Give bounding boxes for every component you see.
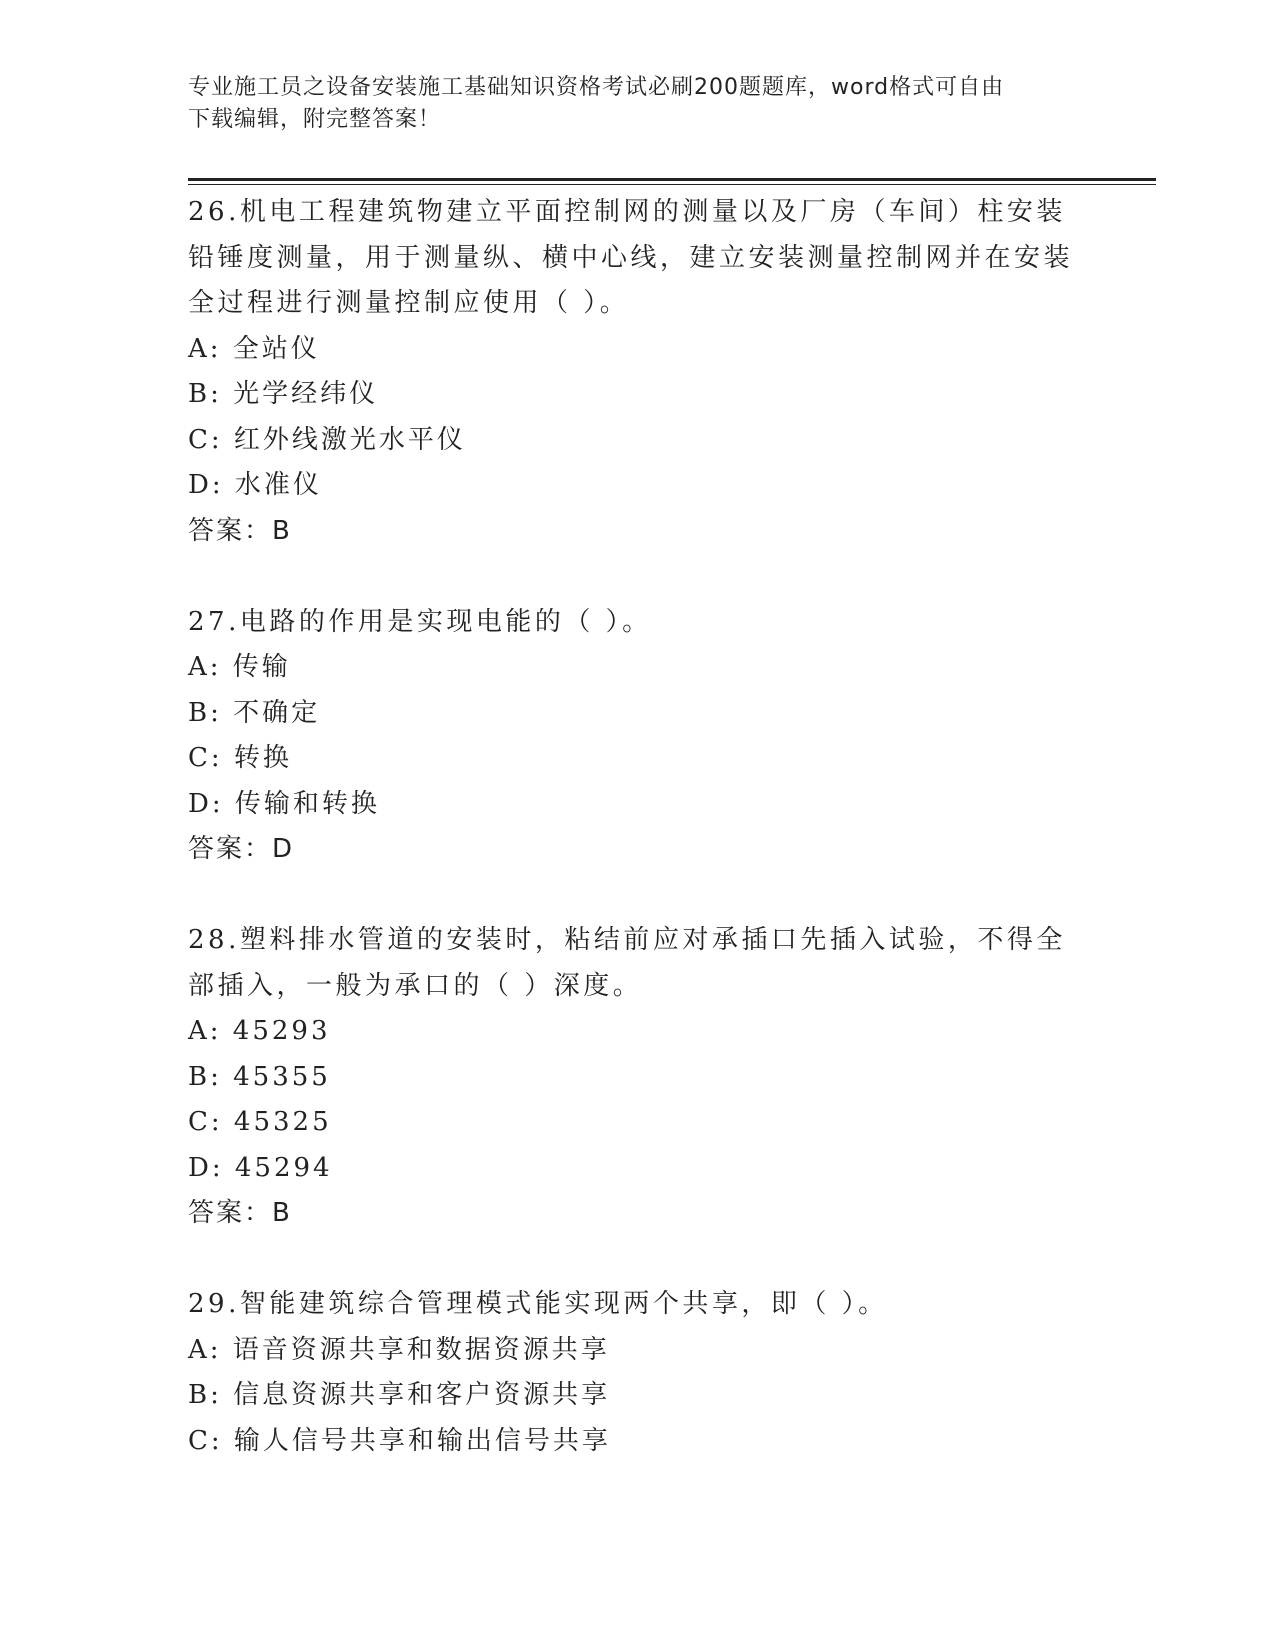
option-c: C: 45325 xyxy=(188,1107,332,1137)
answer: 答案：D xyxy=(188,834,295,864)
option-c: C: 转换 xyxy=(188,743,292,773)
question-text: 26.机电工程建筑物建立平面控制网的测量以及厂房（车间）柱安装铅锤度测量，用于测量纵、横中心线，建立安装测量控制网并在安装全过程进行测量控制应使用（ ）。 xyxy=(188,197,1074,318)
document-header xyxy=(188,72,1068,136)
answer: 答案：B xyxy=(188,1198,292,1228)
spacer xyxy=(188,554,1088,600)
header-divider-thin xyxy=(188,184,1156,185)
option-a: A: 全站仪 xyxy=(188,333,320,364)
spacer xyxy=(188,1237,1088,1283)
question-text: 27.电路的作用是实现电能的（ ）。 xyxy=(188,606,652,637)
option-a: A: 传输 xyxy=(188,652,291,682)
option-d: D: 水准仪 xyxy=(188,470,322,500)
question-text: 29.智能建筑综合管理模式能实现两个共享，即（ ）。 xyxy=(188,1289,888,1319)
question-list xyxy=(188,190,1088,1464)
answer: 答案：B xyxy=(188,515,292,546)
question-text: 28.塑料排水管道的安装时，粘结前应对承插口先插入试验，不得全部插入，一般为承口的（ ）深度。 xyxy=(188,925,1066,1001)
question-28 xyxy=(188,918,1088,1237)
option-d: D: 传输和转换 xyxy=(188,788,380,819)
option-a: A: 45293 xyxy=(188,1016,331,1046)
header-divider-thick xyxy=(188,178,1156,181)
option-b: B: 45355 xyxy=(188,1061,331,1092)
option-b: B: 信息资源共享和客户资源共享 xyxy=(188,1380,611,1410)
spacer xyxy=(188,873,1088,919)
header-line-2: 下载编辑，附完整答案！ xyxy=(188,107,442,132)
option-c: C: 输人信号共享和输出信号共享 xyxy=(188,1425,611,1456)
question-27 xyxy=(188,600,1088,873)
option-c: C: 红外线激光水平仪 xyxy=(188,424,466,455)
option-d: D: 45294 xyxy=(188,1152,333,1183)
option-b: B: 光学经纬仪 xyxy=(188,379,379,409)
option-a: A: 语音资源共享和数据资源共享 xyxy=(188,1334,610,1365)
question-29 xyxy=(188,1282,1088,1464)
header-line-1: 专业施工员之设备安装施工基础知识资格考试必刷200题题库，word格式可自由 xyxy=(188,75,1005,100)
option-b: B: 不确定 xyxy=(188,697,321,728)
question-26 xyxy=(188,190,1088,554)
